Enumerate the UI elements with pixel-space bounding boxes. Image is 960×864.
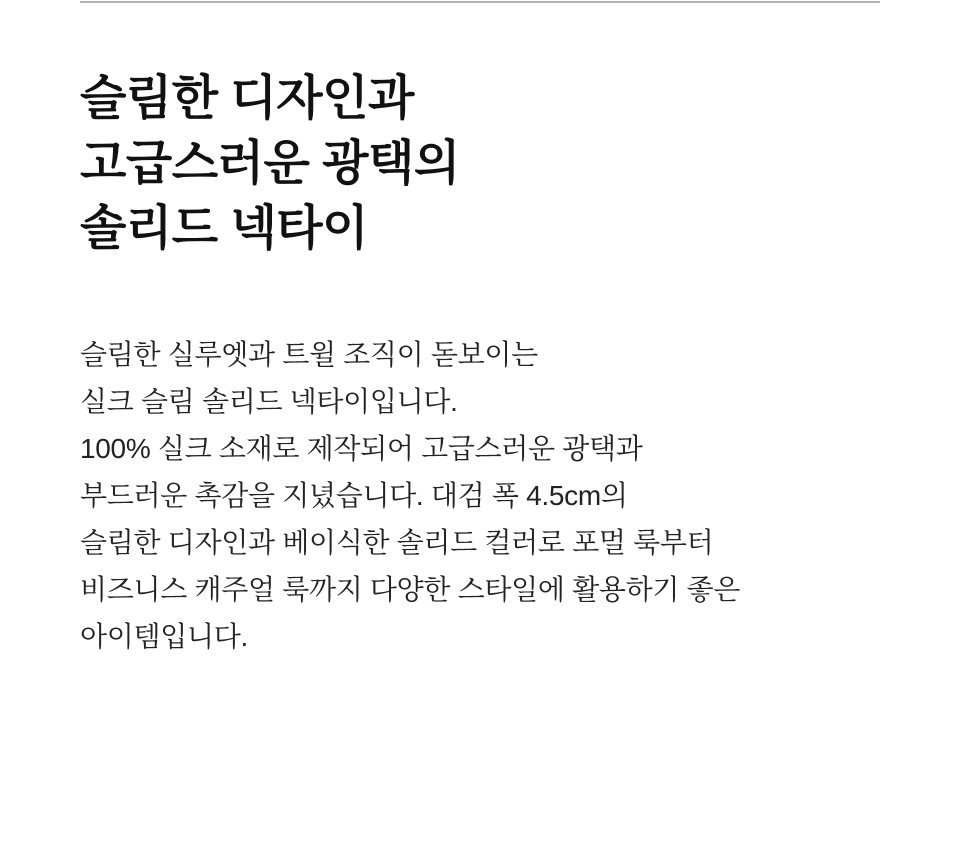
headline-line-3: 솔리드 넥타이 [80, 202, 369, 255]
description-line-4: 부드러운 촉감을 지녔습니다. 대검 폭 4.5cm의 [80, 480, 628, 511]
description-line-6: 비즈니스 캐주얼 룩까지 다양한 스타일에 활용하기 좋은 [80, 574, 741, 605]
description-line-1: 슬림한 실루엣과 트윌 조직이 돋보이는 [80, 339, 538, 370]
description-line-5: 슬림한 디자인과 베이식한 솔리드 컬러로 포멀 룩부터 [80, 527, 714, 558]
headline-line-1: 슬림한 디자인과 [80, 72, 414, 125]
top-divider [80, 1, 880, 3]
product-description-section [0, 1, 960, 864]
description-line-7: 아이템입니다. [80, 621, 248, 652]
product-description-text [80, 331, 880, 660]
headline-line-2: 고급스러운 광택의 [80, 137, 460, 190]
description-line-3: 100% 실크 소재로 제작되어 고급스러운 광택과 [80, 433, 643, 464]
product-headline [80, 66, 880, 261]
description-line-2: 실크 슬림 솔리드 넥타이입니다. [80, 386, 458, 417]
